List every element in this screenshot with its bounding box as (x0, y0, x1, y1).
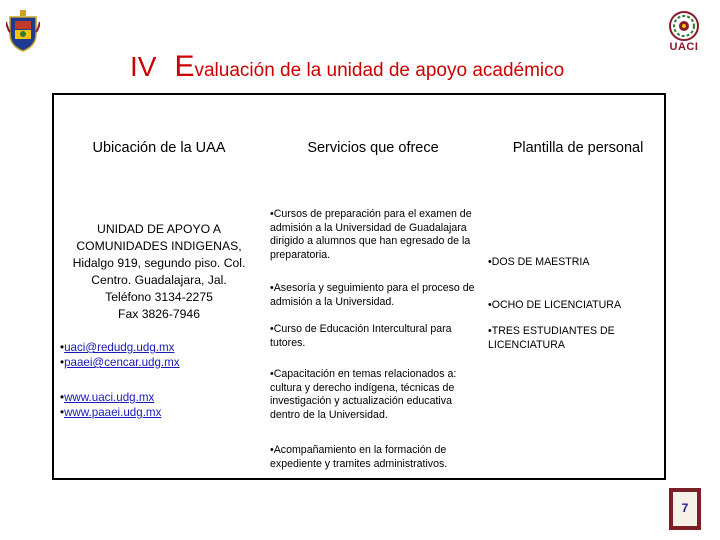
service-item: •Asesoría y seguimiento para el proceso de admisión a la Universidad. (270, 282, 475, 308)
title-initial: E (174, 50, 195, 83)
location-line: COMUNIDADES INDIGENAS, (76, 239, 242, 253)
header-location: Ubicación de la UAA (92, 140, 226, 156)
location-line: Teléfono 3134-2275 (105, 290, 213, 304)
title-rest: valuación de la unidad de apoyo académico (194, 60, 565, 81)
list-item: •www.uaci.udg.mx (60, 391, 155, 404)
staff-item: •DOS DE MAESTRIA (488, 256, 590, 268)
website-list (60, 390, 161, 420)
website-link-uaci[interactable]: www.uaci.udg.mx (64, 391, 155, 404)
university-crest-logo (6, 10, 40, 52)
page-number-badge (669, 488, 701, 530)
website-link-paaei[interactable]: www.paaei.udg.mx (64, 406, 162, 419)
staff-item: •TRES ESTUDIANTES DE LICENCIATURA (488, 325, 615, 351)
uaci-logo (662, 10, 706, 56)
service-item: •Capacitación en temas relacionados a: cultura y derecho indígena, técnicas de investigación y actualización educativa dentro de la Universidad. (270, 368, 457, 421)
header-services: Servicios que ofrece (307, 140, 439, 156)
location-line: Centro. Guadalajara, Jal. (91, 273, 227, 287)
list-item: •paaei@cencar.udg.mx (60, 356, 180, 369)
service-item: •Curso de Educación Intercultural para tutores. (270, 323, 452, 349)
email-link-uaci[interactable]: uaci@redudg.udg.mx (64, 341, 175, 354)
page-title (130, 50, 564, 84)
page-number-inner (673, 492, 697, 526)
section-number: IV (130, 51, 157, 82)
service-item: •Acompañamiento en la formación de expediente y tramites administrativos. (270, 444, 448, 470)
location-line: UNIDAD DE APOYO A (97, 222, 221, 236)
uaci-logo-text: UACI (669, 41, 699, 53)
location-line: Hidalgo 919, segundo piso. Col. (72, 256, 246, 270)
service-item: •Cursos de preparación para el examen de admisión a la Universidad de Guadalajara dirigido a alumnos que han egresado de la preparatoria. (270, 208, 472, 261)
email-link-paaei[interactable]: paaei@cencar.udg.mx (64, 356, 180, 369)
list-item: •www.paaei.udg.mx (60, 406, 162, 419)
location-line: Fax 3826-7946 (118, 307, 200, 321)
header-staff: Plantilla de personal (512, 140, 644, 156)
list-item: •uaci@redudg.udg.mx (60, 341, 175, 354)
email-list (60, 340, 180, 370)
page-number: 7 (681, 501, 689, 515)
staff-item: •OCHO DE LICENCIATURA (488, 299, 622, 311)
location-block (56, 221, 262, 323)
